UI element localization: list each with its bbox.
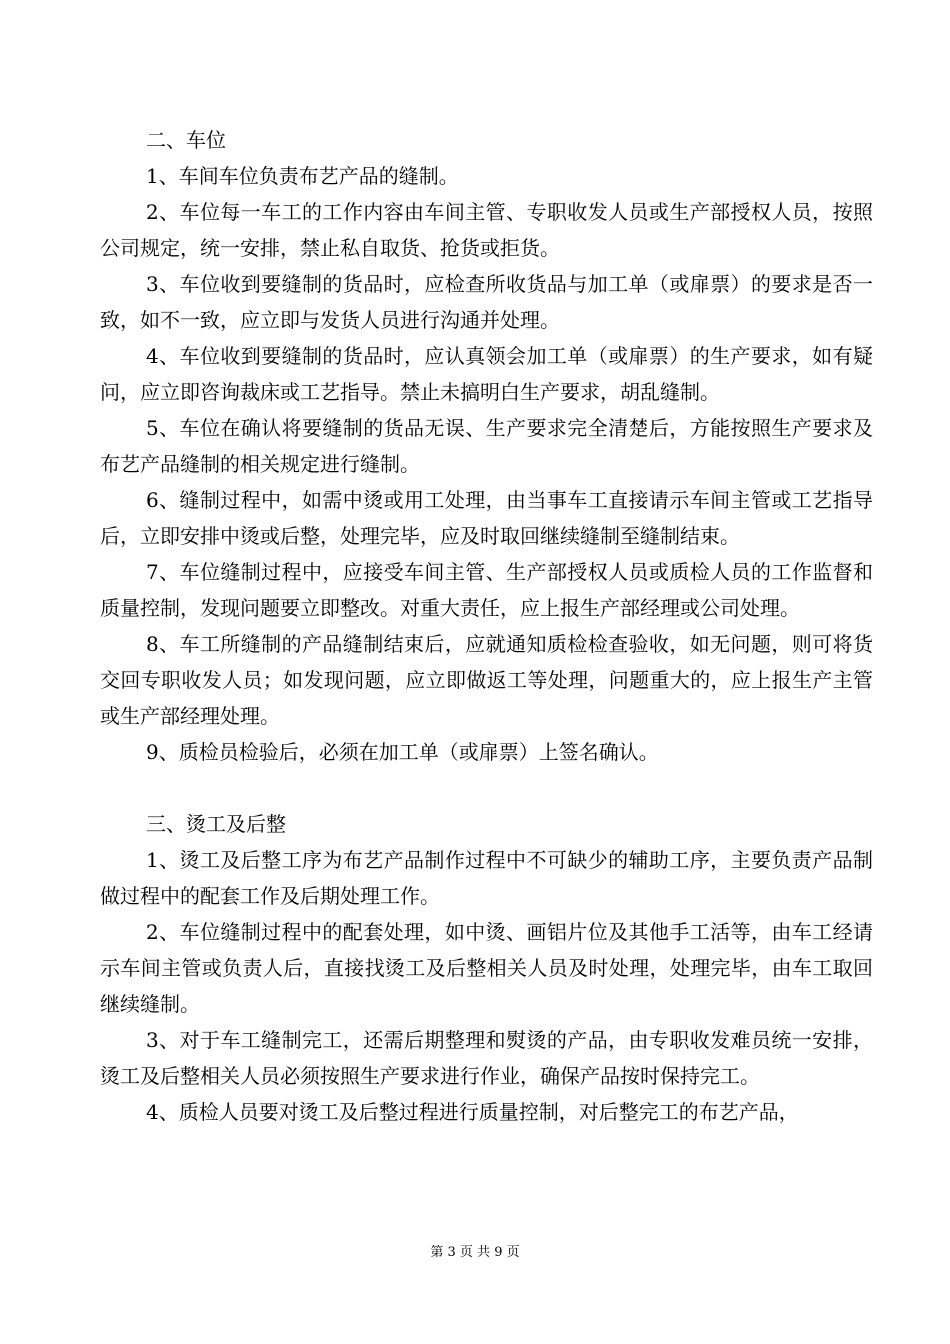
paragraph: 2、车位缝制过程中的配套处理，如中烫、画铝片位及其他手工活等，由车工经请示车间主管或负责人后，直接找烫工及后整相关人员及时处理，处理完毕，由车工取回继续缝制。 xyxy=(100,920,873,1016)
paragraph: 6、缝制过程中，如需中烫或用工处理，由当事车工直接请示车间主管或工艺指导后，立即安排中烫或后整，处理完毕，应及时取回继续缝制至缝制结束。 xyxy=(100,488,873,548)
paragraph: 4、车位收到要缝制的货品时，应认真领会加工单（或扉票）的生产要求，如有疑问，应立即咨询裁床或工艺指导。禁止未搞明白生产要求，胡乱缝制。 xyxy=(100,344,873,404)
paragraph: 7、车位缝制过程中，应接受车间主管、生产部授权人员或质检人员的工作监督和质量控制，发现问题要立即整改。对重大责任，应上报生产部经理或公司处理。 xyxy=(100,560,873,620)
paragraph: 9、质检员检验后，必须在加工单（或扉票）上签名确认。 xyxy=(146,740,659,764)
paragraph: 1、烫工及后整工序为布艺产品制作过程中不可缺少的辅助工序，主要负责产品制做过程中的配套工作及后期处理工作。 xyxy=(100,848,873,908)
paragraph: 1、车间车位负责布艺产品的缝制。 xyxy=(146,164,459,188)
section-spacer xyxy=(100,770,873,806)
document-body xyxy=(100,122,873,1130)
paragraph: 3、车位收到要缝制的货品时，应检查所收货品与加工单（或扉票）的要求是否一致，如不一致，应立即与发货人员进行沟通并处理。 xyxy=(100,272,873,332)
paragraph: 3、对于车工缝制完工，还需后期整理和熨烫的产品，由专职收发难员统一安排，烫工及后整相关人员必须按照生产要求进行作业，确保产品按时保持完工。 xyxy=(100,1028,873,1088)
paragraph: 8、车工所缝制的产品缝制结束后，应就通知质检检查验收，如无问题，则可将货交回专职收发人员；如发现问题，应立即做返工等处理，问题重大的，应上报生产主管或生产部经理处理。 xyxy=(100,632,873,728)
paragraph: 4、质检人员要对烫工及后整过程进行质量控制，对后整完工的布艺产品， xyxy=(146,1100,799,1124)
section-heading-ironing: 三、烫工及后整 xyxy=(146,812,286,836)
section-heading-car-position: 二、车位 xyxy=(146,128,226,152)
paragraph: 5、车位在确认将要缝制的货品无误、生产要求完全清楚后，方能按照生产要求及布艺产品缝制的相关规定进行缝制。 xyxy=(100,416,873,476)
paragraph: 2、车位每一车工的工作内容由车间主管、专职收发人员或生产部授权人员，按照公司规定，统一安排，禁止私自取货、抢货或拒货。 xyxy=(100,200,873,260)
page-number-footer: 第 3 页 共 9 页 xyxy=(430,1245,520,1260)
